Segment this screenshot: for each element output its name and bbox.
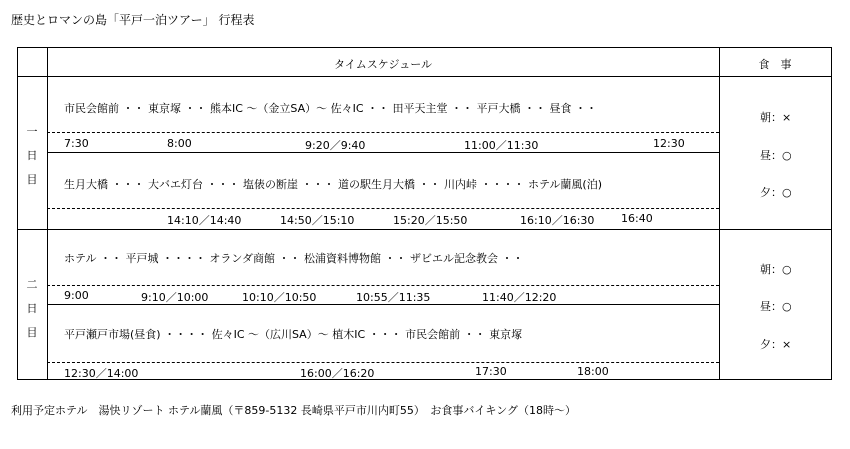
dashed-divider — [47, 208, 719, 209]
header-divider — [18, 76, 831, 77]
day2-meal-breakfast: 朝：○ — [760, 263, 792, 276]
day2-route-line1: ホテル ・・ 平戸城 ・・・・ オランダ商館 ・・ 松浦資料博物館 ・・ ザビエル記念教会 ・・ — [64, 252, 524, 265]
day-divider — [18, 229, 831, 230]
itinerary-table — [17, 47, 832, 380]
day2-time: 11:40／12:20 — [482, 291, 557, 304]
day1-time: 7:30 — [64, 137, 89, 150]
col-divider — [719, 48, 720, 379]
day1-time: 14:10／14:40 — [167, 214, 242, 227]
day2-time: 10:55／11:35 — [356, 291, 431, 304]
day1-meal-breakfast: 朝：× — [760, 111, 792, 124]
day1-route-line1: 市民会館前 ・・ 東京塚 ・・ 熊本IC ～（金立SA）～ 佐々IC ・・ 田平天主堂 ・・ 平戸大橋 ・・ 昼食 ・・ — [64, 102, 598, 115]
day1-meal-lunch: 昼：○ — [760, 149, 792, 162]
header-schedule: タイムスケジュール — [333, 58, 433, 71]
day1-time: 9:20／9:40 — [305, 139, 366, 152]
day1-route-line2: 生月大橋 ・・・ 大バエ灯台 ・・・ 塩俵の断崖 ・・・ 道の駅生月大橋 ・・ 川内峠 ・・・・ ホテル蘭風(泊) — [64, 178, 602, 191]
day1-time: 14:50／15:10 — [280, 214, 355, 227]
day1-time: 16:10／16:30 — [520, 214, 595, 227]
day2-time: 18:00 — [577, 365, 609, 378]
day2-meal-dinner: 夕：× — [760, 338, 792, 351]
day1-time: 12:30 — [653, 137, 685, 150]
dashed-divider — [47, 132, 719, 133]
header-meal: 食 事 — [758, 58, 792, 71]
day1-time: 15:20／15:50 — [393, 214, 468, 227]
day2-time: 16:00／16:20 — [300, 367, 375, 380]
dashed-divider — [47, 285, 719, 286]
day1-time: 8:00 — [167, 137, 192, 150]
row-divider — [47, 152, 719, 153]
day2-time: 17:30 — [475, 365, 507, 378]
row-divider — [47, 304, 719, 305]
page-title: 歴史とロマンの島「平戸一泊ツアー」 行程表 — [11, 13, 255, 27]
day2-time: 12:30／14:00 — [64, 367, 139, 380]
day2-route-line2: 平戸瀬戸市場(昼食) ・・・・ 佐々IC ～（広川SA）～ 植木IC ・・・ 市民会館前 ・・ 東京塚 — [64, 328, 523, 341]
col-divider — [47, 48, 48, 379]
day1-meal-dinner: 夕：○ — [760, 186, 792, 199]
day2-time: 9:00 — [64, 289, 89, 302]
day1-time: 16:40 — [621, 212, 653, 225]
day2-label: 二 日 目 — [26, 278, 38, 339]
day2-time: 9:10／10:00 — [141, 291, 209, 304]
day2-meal-lunch: 昼：○ — [760, 300, 792, 313]
dashed-divider — [47, 362, 719, 363]
hotel-info: 利用予定ホテル 湯快リゾート ホテル蘭風（〒859-5132 長崎県平戸市川内町55） お食事バイキング（18時～） — [11, 404, 577, 417]
day2-time: 10:10／10:50 — [242, 291, 317, 304]
day1-label: 一 日 目 — [26, 125, 38, 186]
day1-time: 11:00／11:30 — [464, 139, 539, 152]
